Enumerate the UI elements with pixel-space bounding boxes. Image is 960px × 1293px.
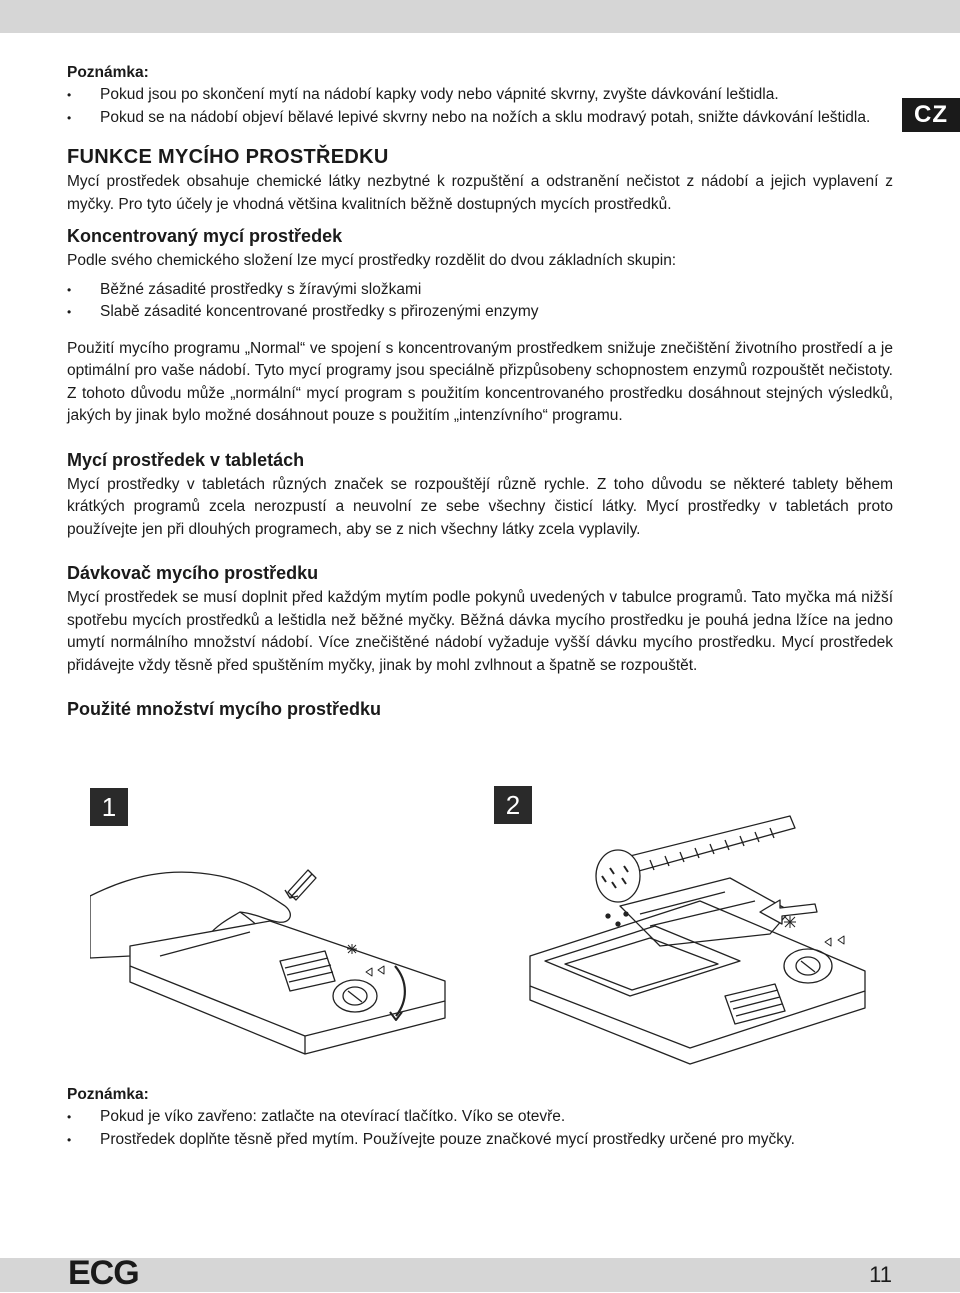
dispenser-hand-illustration (90, 786, 470, 1076)
note-bottom-item: • Pokud je víko zavřeno: zatlačte na otevírací tlačítko. Víko se otevře. (67, 1106, 893, 1129)
note-bottom (67, 1084, 893, 1151)
note-item: • Pokud se na nádobí objeví bělavé lepivé skvrny nebo na nožích a sklu modravý potah, snižte dávkování leštidla. (67, 107, 893, 130)
concentrated-body: Použití mycího programu „Normal“ ve spojení s koncentrovaným prostředkem snižuje znečištění životního prostředí a je optimální pro vaše nádobí. Tyto mycí programy jsou speciálně přizpůsobeny schopnostem enzymů rozpouštět nečistoty. Z tohoto důvodu může „normální“ mycí program s použitím koncentrovaného prostředku dosáhnout stejných výsledků, jakých by jinak bylo možné dosáhnout pouze s použitím „intenzívního“ programu. (67, 339, 893, 424)
note-item: • Pokud jsou po skončení mytí na nádobí kapky vody nebo vápnité skvrny, zvyšte dávkování leštidla. (67, 84, 893, 107)
note-bottom-item: • Prostředek doplňte těsně před mytím. Používejte pouze značkové mycí prostředky určené pro myčky. (67, 1129, 893, 1152)
concentrated-intro: Podle svého chemického složení lze mycí prostředky rozdělit do dvou základních skupin: (67, 252, 677, 269)
footer-bar (0, 1258, 960, 1292)
language-tab: CZ (902, 98, 960, 132)
dispenser-illustrations (90, 786, 870, 1076)
dispenser-filling-illustration (490, 786, 870, 1076)
note-title: Poznámka: (67, 64, 149, 81)
figure-2-number: 2 (494, 786, 532, 824)
figure-1-number: 1 (90, 788, 128, 826)
note-bottom-title: Poznámka: (67, 1086, 149, 1103)
dispenser-body: Mycí prostředek se musí doplnit před každým mytím podle pokynů uvedených v tabulce programů. Tato myčka má nižší spotřebu mycích prostředků a leštidla než běžné myčky. Běžná dávka mycího prostředku je pouhá jedna lžíce na jedno umytí normálního množství nádobí. Více znečištěné nádobí vyžaduje vyšší dávku mycího prostředku. Mycí prostředek přidávejte vždy těsně před spuštěním myčky, jinak by mohl zvlhnout a špatně se rozpouštět. (67, 589, 893, 674)
tablets-title: Mycí prostředek v tabletách (67, 449, 305, 470)
section-title: FUNKCE MYCÍHO PROSTŘEDKU (67, 146, 389, 168)
detergent-group-list (67, 279, 893, 324)
top-bar (0, 0, 960, 33)
page-content (67, 62, 893, 723)
detergent-group-item: • Běžné zásadité prostředky s žíravými složkami (67, 279, 893, 302)
brand-logo: ECG (68, 1254, 139, 1292)
tablets-body: Mycí prostředky v tabletách různých značek se rozpouštějí různě rychle. Z toho důvodu se některé tablety během krátkých programů zcela nerozpustí a neuvolní ze sebe všechny čisticí látky. Mycí prostředky v tabletách proto používejte jen při dlouhých programech, aby se z nich všechny látky zcela vyplavily. (67, 475, 893, 538)
section-intro: Mycí prostředek obsahuje chemické látky nezbytné k rozpuštění a odstranění nečistot z nádobí a jejich vyplavení z myčky. Pro tyto účely je vhodná většina kvalitních běžně dostupných mycích prostředků. (67, 173, 893, 213)
concentrated-title: Koncentrovaný mycí prostředek (67, 226, 343, 246)
note-bottom-list (67, 1106, 893, 1151)
amount-title: Použité množství mycího prostředku (67, 699, 382, 719)
page-number: 11 (869, 1262, 892, 1287)
detergent-group-item: • Slabě zásadité koncentrované prostředky s přirozenými enzymy (67, 301, 893, 324)
note-list (67, 84, 893, 129)
dispenser-title: Dávkovač mycího prostředku (67, 563, 319, 583)
